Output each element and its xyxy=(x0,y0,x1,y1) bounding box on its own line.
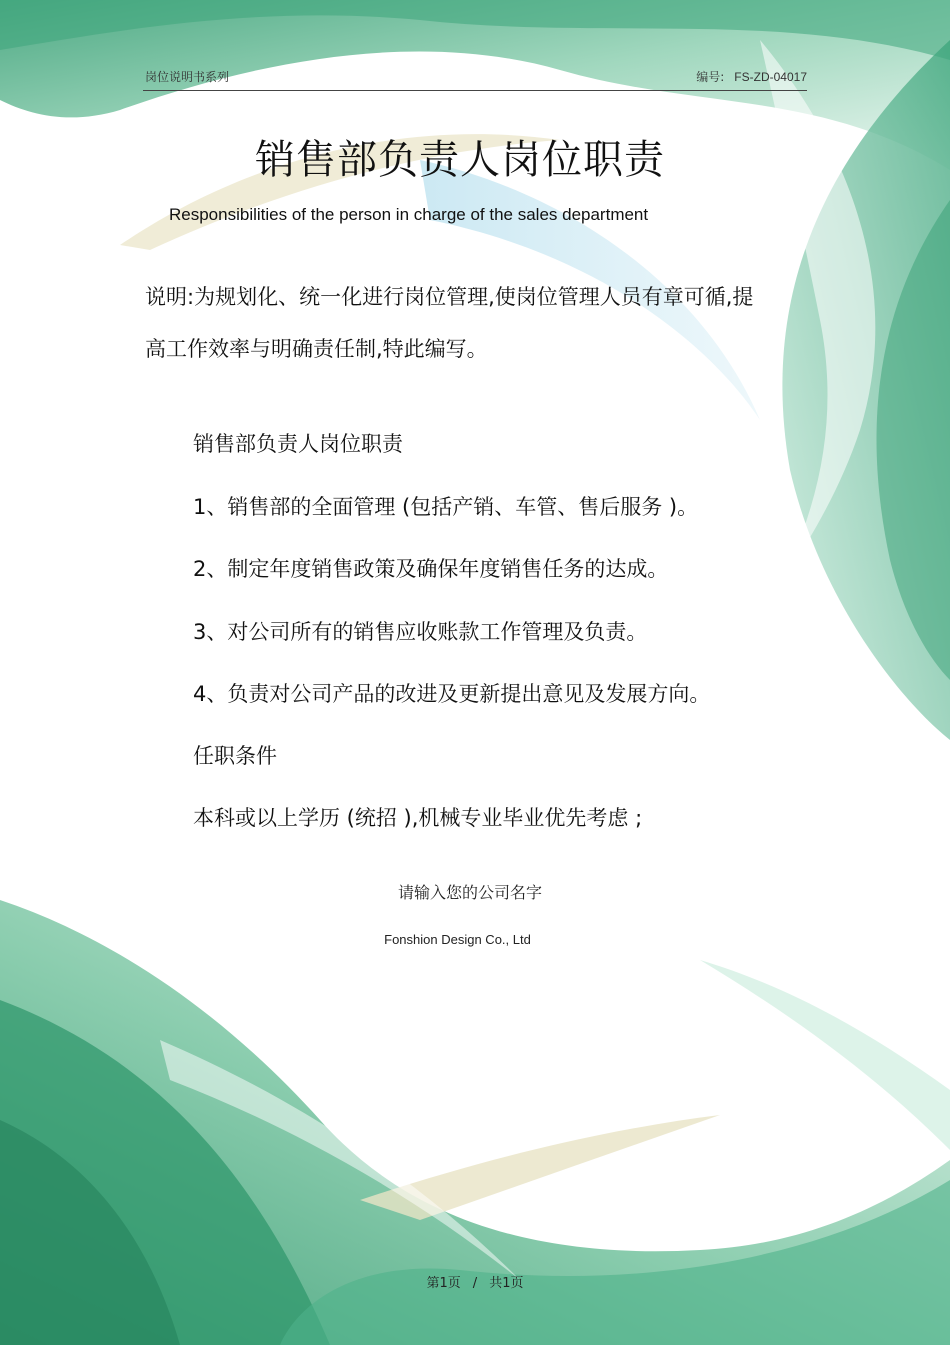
duty-item: 3、对公司所有的销售应收账款工作管理及负责。 xyxy=(193,620,648,644)
section-title: 销售部负责人岗位职责 xyxy=(193,432,403,456)
header-divider xyxy=(143,90,807,91)
page-title: 销售部负责人岗位职责 xyxy=(255,137,665,183)
company-name-cn: 请输入您的公司名字 xyxy=(397,883,542,902)
page-number: 第1页 xyxy=(426,1276,461,1291)
page-subtitle: Responsibilities of the person in charge of the sales department xyxy=(169,205,649,224)
duty-item: 4、负责对公司产品的改进及更新提出意见及发展方向。 xyxy=(193,682,711,706)
company-name-en: Fonshion Design Co., Ltd xyxy=(384,932,531,947)
page-separator: / xyxy=(472,1276,478,1291)
page-total: 共1页 xyxy=(489,1276,524,1291)
header-code-label: 编号: xyxy=(696,70,725,84)
requirements-title: 任职条件 xyxy=(193,744,277,768)
duty-item: 1、销售部的全面管理 (包括产销、车管、售后服务 )。 xyxy=(193,495,699,519)
header-series: 岗位说明书系列 xyxy=(145,70,230,84)
requirement-item: 本科或以上学历 (统招 ),机械专业毕业优先考虑 ; xyxy=(193,806,643,830)
header-code-value: FS-ZD-04017 xyxy=(734,70,807,84)
duty-item: 2、制定年度销售政策及确保年度销售任务的达成。 xyxy=(193,557,669,581)
description-paragraph: 说明:为规划化、统一化进行岗位管理,使岗位管理人员有章可循,提高工作效率与明确责任制,特此编写。 xyxy=(145,285,754,361)
page-footer xyxy=(0,1272,950,1291)
header-code xyxy=(696,68,807,85)
